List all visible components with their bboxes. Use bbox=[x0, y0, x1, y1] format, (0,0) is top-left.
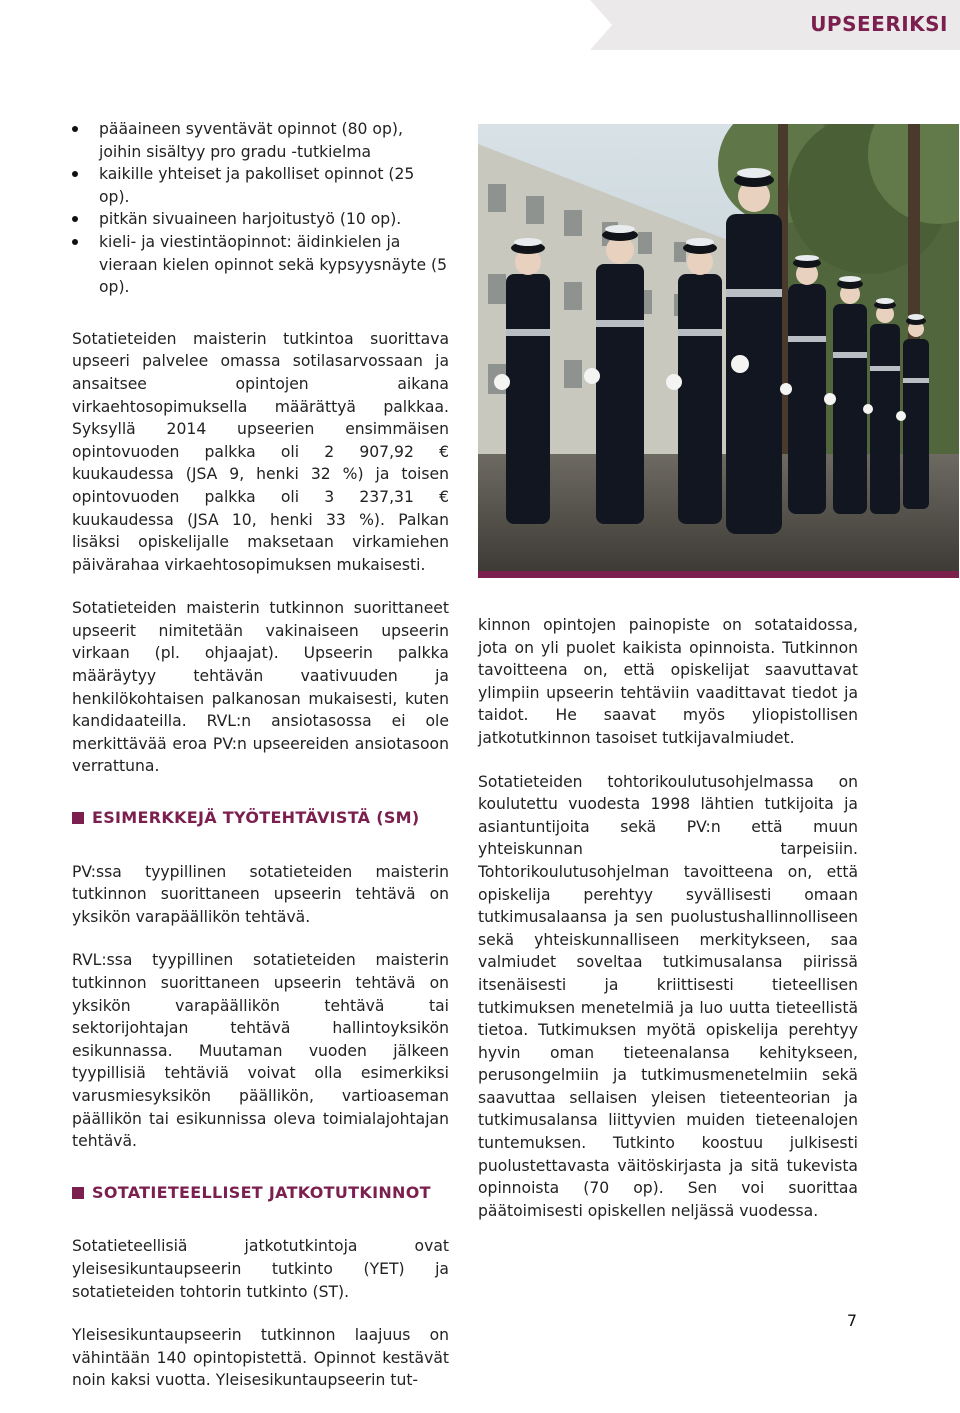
pv-task-paragraph: PV:ssa tyypillinen sotatieteiden maisterin tutkinnon suorittaneen upseerin tehtävä on yksikön varapäällikön tehtävä. bbox=[72, 862, 449, 926]
heading-text: ESIMERKKEJÄ TYÖTEHTÄVISTÄ (SM) bbox=[92, 808, 420, 828]
yet-continued-paragraph: kinnon opintojen painopiste on sotataidossa, jota on yli puolet kaikista opinnoista. Tutkinnon tavoitteena on, että opiskelijat saavuttavat ylimpiin upseerin tehtäviin vaadittavat tiedot ja taidot. He saavat myös yliopistollisen jatkotutkinnon tasoiset tutkijavalmiudet. bbox=[478, 616, 858, 747]
postgraduate-paragraph: Sotatieteellisiä jatkotutkintoja ovat yleisesikuntaupseerin tutkinto (YET) ja sotatieteiden tohtorin tutkinto (ST). bbox=[72, 1237, 449, 1301]
heading-example-tasks bbox=[72, 807, 449, 830]
heading-square-icon bbox=[72, 812, 84, 824]
page-number: 7 bbox=[846, 1311, 857, 1330]
cadets-photo bbox=[478, 124, 959, 571]
heading-postgraduate-degrees bbox=[72, 1182, 449, 1205]
section-title: UPSEERIKSI bbox=[810, 12, 948, 36]
list-item: kaikille yhteiset ja pakolliset opinnot (25 op). bbox=[72, 163, 449, 208]
heading-square-icon bbox=[72, 1187, 84, 1199]
section-banner bbox=[590, 0, 960, 50]
degree-components-list bbox=[72, 118, 449, 299]
photo-accent-bar bbox=[478, 571, 959, 578]
list-item: kieli- ja viestintäopinnot: äidinkielen ja vieraan kielen opinnot sekä kypsyysnäyte (5 op). bbox=[72, 231, 449, 299]
right-column bbox=[478, 614, 858, 1243]
yet-paragraph: Yleisesikuntaupseerin tutkinnon laajuus on vähintään 140 opintopistettä. Opinnot kestävät noin kaksi vuotta. Yleisesikuntaupseerin tut- bbox=[72, 1326, 449, 1390]
appointment-paragraph: Sotatieteiden maisterin tutkinnon suorittaneet upseerit nimitetään vakinaiseen upseerin virkaan (pl. ohjaajat). Upseerin palkka määräytyy tehtävän vaativuuden ja henkilökohtaisen palkanosan mukaisesti, kuten kandidaateilla. RVL:n ansiotasossa ei ole merkittävää eroa PV:n upseereiden ansiotasoon verrattuna. bbox=[72, 599, 449, 776]
salary-paragraph: Sotatieteiden maisterin tutkintoa suorittava upseeri palvelee omassa sotilasarvossaan ja ansaitsee opintojen aikana virkaehtosopimuksella määrättyä palkkaa. Syksyllä 2014 upseerien ensimmäisen opintovuoden palkka oli 2 907,92 € kuukaudessa (JSA 9, henki 32 %) ja toisen opintovuoden palkka oli 3 237,31 € kuukaudessa (JSA 10, henki 33 %). Palkan lisäksi opiskelijalle maksetaan virkamiehen päivärahaa virkaehtosopimuksen mukaisesti. bbox=[72, 329, 449, 574]
rvl-task-paragraph: RVL:ssa tyypillinen sotatieteiden maisterin tutkinnon suorittaneen upseerin tehtävä on yksikön varapäällikön tehtävä tai sektorijohtajan tehtävä hallintoyksikön esikunnassa. Muutaman vuoden jälkeen tyypillisiä tehtäviä voivat olla esimerkiksi varusmiesyksikön päällikön, vartioaseman päällikön tai esikunnissa oleva toimialajohtajan tehtävä. bbox=[72, 951, 449, 1151]
left-column bbox=[72, 118, 449, 1413]
heading-text: SOTATIETEELLISET JATKOTUTKINNOT bbox=[92, 1182, 431, 1202]
list-item: pääaineen syventävät opinnot (80 op), joihin sisältyy pro gradu -tutkielma bbox=[72, 118, 449, 163]
list-item: pitkän sivuaineen harjoitustyö (10 op). bbox=[72, 208, 449, 231]
doctoral-program-paragraph: Sotatieteiden tohtorikoulutusohjelmassa on koulutettu vuodesta 1998 lähtien tutkijoita ja asiantuntijoita sekä PV:n että muun yhteiskunnan tarpeisiin. Tohtorikoulutusohjelman tavoitteena on, että opiskelija perehtyy syvällisesti omaan tutkimusalaansa ja sen puolustushallinnolliseen sekä yhteiskunnalliseen merkitykseen, saa valmiudet soveltaa tutkimusalansa piirissä itsenäisesti ja kriittisesti tieteellisen tutkimuksen menetelmiä ja luo uutta tieteellistä tietoa. Tutkimuksen myötä opiskelija perehtyy hyvin oman tieteenalansa kehitykseen, perusongelmiin ja tutkimusmenetelmiin sekä saavuttaa sellaisen yleisen tieteenteorian ja tutkimusalansa liittyvien muiden tieteenalojen tuntemuksen. Tutkinto koostuu julkisesti puolustettavasta väitöskirjasta ja sitä tukevista opinnoista (70 op). Sen voi suorittaa päätoimisesti opiskellen neljässä vuodessa. bbox=[478, 772, 858, 1220]
cadets-photo-illustration bbox=[478, 124, 959, 571]
